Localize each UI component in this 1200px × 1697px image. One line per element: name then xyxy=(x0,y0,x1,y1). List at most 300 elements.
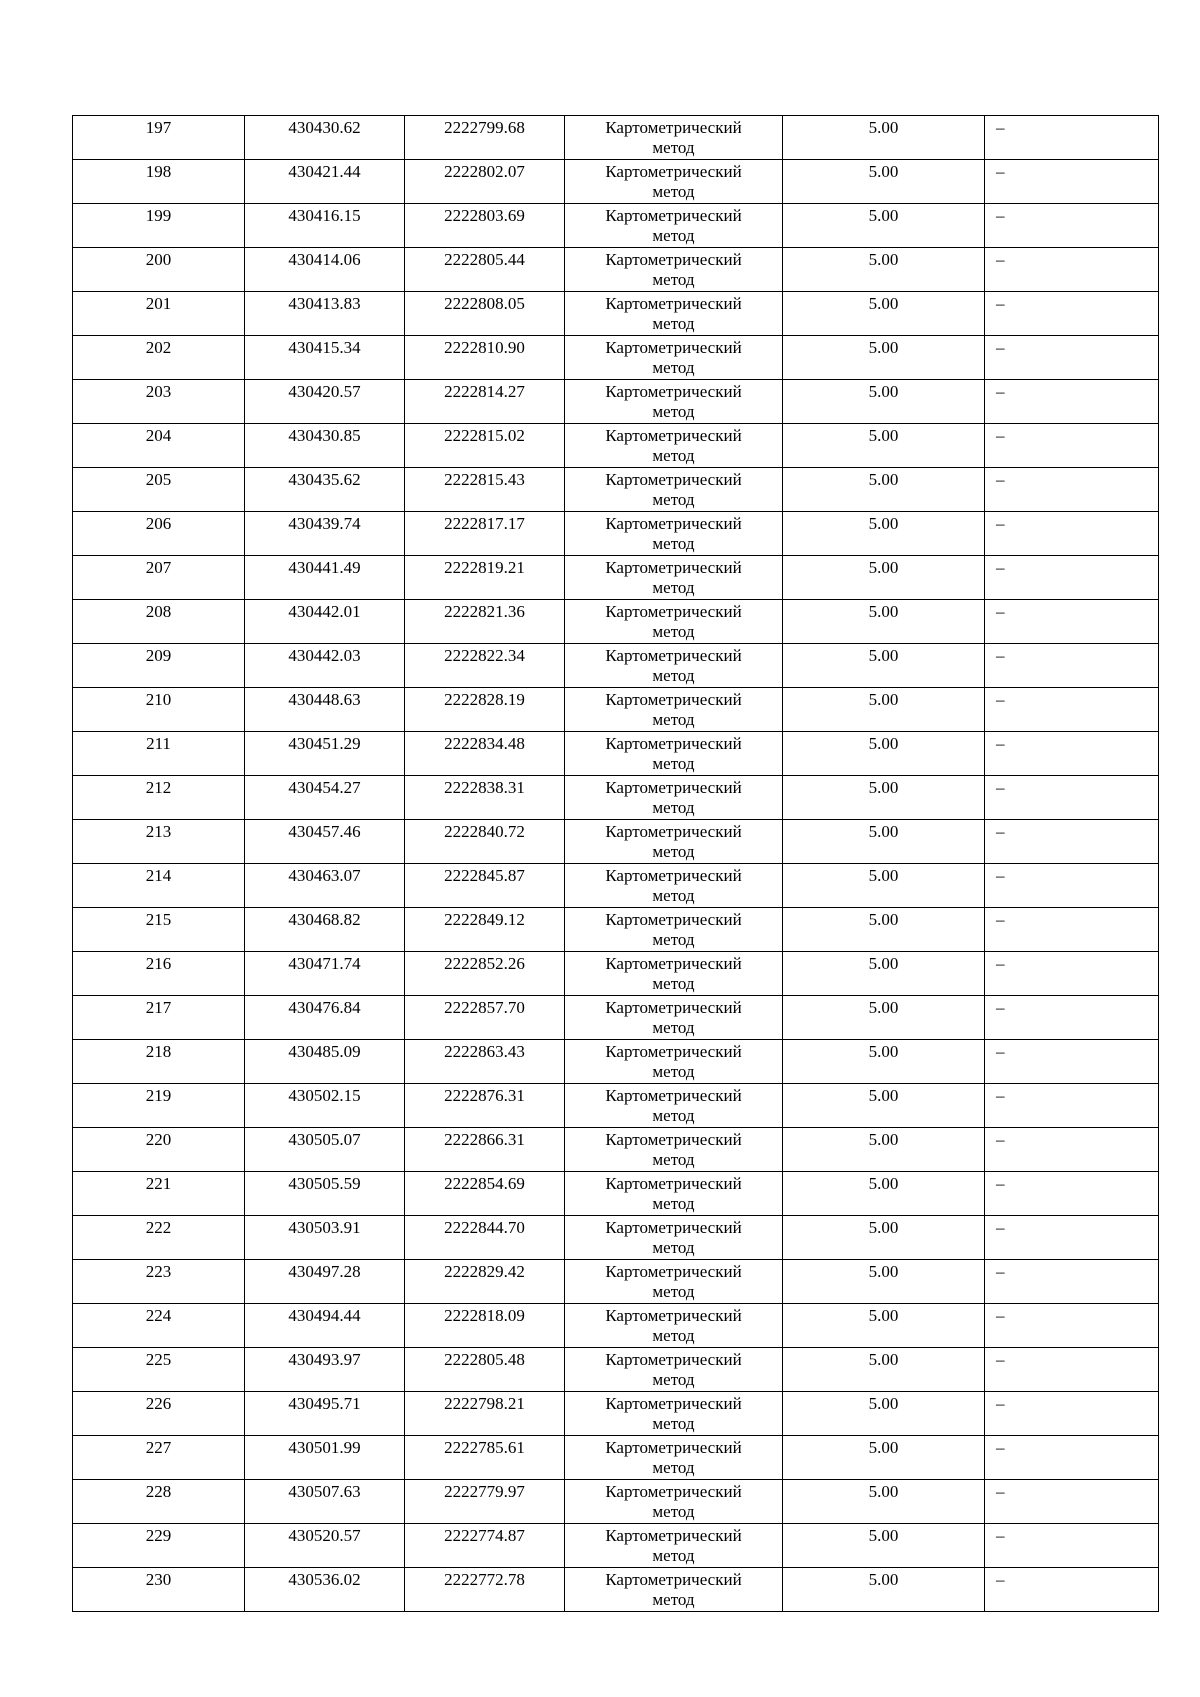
note-cell: – xyxy=(985,600,1159,644)
table-row xyxy=(73,1304,1159,1348)
y-coordinate-cell: 2222838.31 xyxy=(405,776,565,820)
method-cell xyxy=(565,952,783,996)
x-coordinate-cell: 430497.28 xyxy=(245,1260,405,1304)
y-coordinate-cell: 2222818.09 xyxy=(405,1304,565,1348)
note-cell: – xyxy=(985,1172,1159,1216)
point-number-cell: 208 xyxy=(73,600,245,644)
accuracy-cell: 5.00 xyxy=(783,1348,985,1392)
method-line-2: метод xyxy=(652,1238,695,1257)
note-cell: – xyxy=(985,820,1159,864)
point-number-cell: 218 xyxy=(73,1040,245,1084)
table-row xyxy=(73,160,1159,204)
point-number-cell: 202 xyxy=(73,336,245,380)
accuracy-cell: 5.00 xyxy=(783,600,985,644)
x-coordinate-cell: 430520.57 xyxy=(245,1524,405,1568)
table-row xyxy=(73,908,1159,952)
method-line-1: Картометрический xyxy=(605,910,742,929)
note-cell: – xyxy=(985,1084,1159,1128)
method-cell xyxy=(565,248,783,292)
y-coordinate-cell: 2222814.27 xyxy=(405,380,565,424)
method-line-1: Картометрический xyxy=(605,250,742,269)
method-line-1: Картометрический xyxy=(605,162,742,181)
method-line-1: Картометрический xyxy=(605,206,742,225)
method-cell xyxy=(565,1084,783,1128)
y-coordinate-cell: 2222845.87 xyxy=(405,864,565,908)
note-cell: – xyxy=(985,336,1159,380)
method-cell xyxy=(565,644,783,688)
x-coordinate-cell: 430451.29 xyxy=(245,732,405,776)
note-cell: – xyxy=(985,424,1159,468)
note-cell: – xyxy=(985,908,1159,952)
method-line-2: метод xyxy=(652,930,695,949)
coordinates-table xyxy=(72,115,1159,1612)
y-coordinate-cell: 2222849.12 xyxy=(405,908,565,952)
accuracy-cell: 5.00 xyxy=(783,556,985,600)
table-row xyxy=(73,1480,1159,1524)
method-line-2: метод xyxy=(652,974,695,993)
x-coordinate-cell: 430502.15 xyxy=(245,1084,405,1128)
table-row xyxy=(73,1568,1159,1612)
x-coordinate-cell: 430414.06 xyxy=(245,248,405,292)
table-row xyxy=(73,1260,1159,1304)
method-line-1: Картометрический xyxy=(605,1438,742,1457)
method-line-1: Картометрический xyxy=(605,1306,742,1325)
method-line-1: Картометрический xyxy=(605,866,742,885)
note-cell: – xyxy=(985,776,1159,820)
y-coordinate-cell: 2222863.43 xyxy=(405,1040,565,1084)
x-coordinate-cell: 430415.34 xyxy=(245,336,405,380)
table-row xyxy=(73,512,1159,556)
table-row xyxy=(73,1524,1159,1568)
accuracy-cell: 5.00 xyxy=(783,1172,985,1216)
method-line-2: метод xyxy=(652,710,695,729)
table-row xyxy=(73,292,1159,336)
y-coordinate-cell: 2222815.02 xyxy=(405,424,565,468)
y-coordinate-cell: 2222854.69 xyxy=(405,1172,565,1216)
table-row xyxy=(73,1084,1159,1128)
method-line-1: Картометрический xyxy=(605,514,742,533)
method-cell xyxy=(565,204,783,248)
y-coordinate-cell: 2222808.05 xyxy=(405,292,565,336)
method-line-1: Картометрический xyxy=(605,1130,742,1149)
method-line-1: Картометрический xyxy=(605,1218,742,1237)
method-cell xyxy=(565,556,783,600)
method-cell xyxy=(565,908,783,952)
method-line-1: Картометрический xyxy=(605,954,742,973)
point-number-cell: 206 xyxy=(73,512,245,556)
point-number-cell: 212 xyxy=(73,776,245,820)
table-row xyxy=(73,1172,1159,1216)
point-number-cell: 214 xyxy=(73,864,245,908)
y-coordinate-cell: 2222817.17 xyxy=(405,512,565,556)
accuracy-cell: 5.00 xyxy=(783,820,985,864)
method-line-2: метод xyxy=(652,1326,695,1345)
table-row xyxy=(73,776,1159,820)
x-coordinate-cell: 430468.82 xyxy=(245,908,405,952)
method-cell xyxy=(565,688,783,732)
method-line-1: Картометрический xyxy=(605,822,742,841)
point-number-cell: 228 xyxy=(73,1480,245,1524)
method-line-1: Картометрический xyxy=(605,602,742,621)
point-number-cell: 217 xyxy=(73,996,245,1040)
method-line-2: метод xyxy=(652,270,695,289)
table-row xyxy=(73,468,1159,512)
point-number-cell: 220 xyxy=(73,1128,245,1172)
note-cell: – xyxy=(985,1128,1159,1172)
y-coordinate-cell: 2222785.61 xyxy=(405,1436,565,1480)
point-number-cell: 200 xyxy=(73,248,245,292)
x-coordinate-cell: 430507.63 xyxy=(245,1480,405,1524)
x-coordinate-cell: 430421.44 xyxy=(245,160,405,204)
method-cell xyxy=(565,1040,783,1084)
point-number-cell: 201 xyxy=(73,292,245,336)
x-coordinate-cell: 430505.59 xyxy=(245,1172,405,1216)
note-cell: – xyxy=(985,204,1159,248)
method-line-2: метод xyxy=(652,138,695,157)
method-line-2: метод xyxy=(652,1414,695,1433)
point-number-cell: 209 xyxy=(73,644,245,688)
x-coordinate-cell: 430505.07 xyxy=(245,1128,405,1172)
note-cell: – xyxy=(985,864,1159,908)
table-row xyxy=(73,116,1159,160)
accuracy-cell: 5.00 xyxy=(783,1128,985,1172)
method-cell xyxy=(565,1348,783,1392)
method-line-2: метод xyxy=(652,182,695,201)
accuracy-cell: 5.00 xyxy=(783,380,985,424)
method-line-2: метод xyxy=(652,578,695,597)
note-cell: – xyxy=(985,1480,1159,1524)
method-line-1: Картометрический xyxy=(605,1086,742,1105)
method-cell xyxy=(565,1216,783,1260)
point-number-cell: 225 xyxy=(73,1348,245,1392)
method-line-2: метод xyxy=(652,1546,695,1565)
note-cell: – xyxy=(985,1392,1159,1436)
y-coordinate-cell: 2222819.21 xyxy=(405,556,565,600)
y-coordinate-cell: 2222857.70 xyxy=(405,996,565,1040)
table-row xyxy=(73,1436,1159,1480)
table-row xyxy=(73,556,1159,600)
accuracy-cell: 5.00 xyxy=(783,1260,985,1304)
method-cell xyxy=(565,1260,783,1304)
accuracy-cell: 5.00 xyxy=(783,776,985,820)
x-coordinate-cell: 430471.74 xyxy=(245,952,405,996)
note-cell: – xyxy=(985,1524,1159,1568)
point-number-cell: 221 xyxy=(73,1172,245,1216)
table-row xyxy=(73,336,1159,380)
note-cell: – xyxy=(985,644,1159,688)
note-cell: – xyxy=(985,1216,1159,1260)
method-line-1: Картометрический xyxy=(605,1570,742,1589)
method-line-2: метод xyxy=(652,1590,695,1609)
x-coordinate-cell: 430420.57 xyxy=(245,380,405,424)
point-number-cell: 215 xyxy=(73,908,245,952)
y-coordinate-cell: 2222805.48 xyxy=(405,1348,565,1392)
x-coordinate-cell: 430476.84 xyxy=(245,996,405,1040)
method-line-2: метод xyxy=(652,402,695,421)
note-cell: – xyxy=(985,380,1159,424)
method-line-2: метод xyxy=(652,226,695,245)
method-cell xyxy=(565,512,783,556)
method-line-1: Картометрический xyxy=(605,778,742,797)
y-coordinate-cell: 2222866.31 xyxy=(405,1128,565,1172)
point-number-cell: 203 xyxy=(73,380,245,424)
note-cell: – xyxy=(985,1260,1159,1304)
table-row xyxy=(73,1216,1159,1260)
accuracy-cell: 5.00 xyxy=(783,292,985,336)
method-line-2: метод xyxy=(652,1018,695,1037)
method-line-1: Картометрический xyxy=(605,294,742,313)
x-coordinate-cell: 430439.74 xyxy=(245,512,405,556)
method-cell xyxy=(565,116,783,160)
accuracy-cell: 5.00 xyxy=(783,1392,985,1436)
note-cell: – xyxy=(985,468,1159,512)
x-coordinate-cell: 430413.83 xyxy=(245,292,405,336)
point-number-cell: 219 xyxy=(73,1084,245,1128)
method-line-2: метод xyxy=(652,886,695,905)
x-coordinate-cell: 430430.85 xyxy=(245,424,405,468)
method-line-2: метод xyxy=(652,1502,695,1521)
accuracy-cell: 5.00 xyxy=(783,1304,985,1348)
point-number-cell: 205 xyxy=(73,468,245,512)
method-line-1: Картометрический xyxy=(605,998,742,1017)
x-coordinate-cell: 430430.62 xyxy=(245,116,405,160)
note-cell: – xyxy=(985,292,1159,336)
y-coordinate-cell: 2222803.69 xyxy=(405,204,565,248)
method-line-2: метод xyxy=(652,358,695,377)
y-coordinate-cell: 2222772.78 xyxy=(405,1568,565,1612)
table-row xyxy=(73,732,1159,776)
method-cell xyxy=(565,1568,783,1612)
table-row xyxy=(73,820,1159,864)
accuracy-cell: 5.00 xyxy=(783,732,985,776)
x-coordinate-cell: 430457.46 xyxy=(245,820,405,864)
x-coordinate-cell: 430494.44 xyxy=(245,1304,405,1348)
accuracy-cell: 5.00 xyxy=(783,160,985,204)
note-cell: – xyxy=(985,688,1159,732)
point-number-cell: 204 xyxy=(73,424,245,468)
method-line-1: Картометрический xyxy=(605,1394,742,1413)
method-cell xyxy=(565,820,783,864)
note-cell: – xyxy=(985,116,1159,160)
coordinates-table-body xyxy=(73,116,1159,1612)
note-cell: – xyxy=(985,556,1159,600)
accuracy-cell: 5.00 xyxy=(783,996,985,1040)
table-row xyxy=(73,1128,1159,1172)
point-number-cell: 222 xyxy=(73,1216,245,1260)
point-number-cell: 224 xyxy=(73,1304,245,1348)
method-cell xyxy=(565,292,783,336)
point-number-cell: 223 xyxy=(73,1260,245,1304)
method-cell xyxy=(565,1480,783,1524)
accuracy-cell: 5.00 xyxy=(783,468,985,512)
table-row xyxy=(73,380,1159,424)
method-line-1: Картометрический xyxy=(605,470,742,489)
x-coordinate-cell: 430495.71 xyxy=(245,1392,405,1436)
method-line-2: метод xyxy=(652,534,695,553)
method-cell xyxy=(565,1128,783,1172)
accuracy-cell: 5.00 xyxy=(783,248,985,292)
method-line-2: метод xyxy=(652,1194,695,1213)
method-line-2: метод xyxy=(652,446,695,465)
point-number-cell: 226 xyxy=(73,1392,245,1436)
y-coordinate-cell: 2222799.68 xyxy=(405,116,565,160)
accuracy-cell: 5.00 xyxy=(783,1568,985,1612)
note-cell: – xyxy=(985,732,1159,776)
accuracy-cell: 5.00 xyxy=(783,1436,985,1480)
accuracy-cell: 5.00 xyxy=(783,1084,985,1128)
method-line-1: Картометрический xyxy=(605,690,742,709)
point-number-cell: 230 xyxy=(73,1568,245,1612)
accuracy-cell: 5.00 xyxy=(783,864,985,908)
method-line-2: метод xyxy=(652,490,695,509)
point-number-cell: 216 xyxy=(73,952,245,996)
method-line-1: Картометрический xyxy=(605,646,742,665)
x-coordinate-cell: 430435.62 xyxy=(245,468,405,512)
method-line-2: метод xyxy=(652,1062,695,1081)
method-line-2: метод xyxy=(652,1282,695,1301)
point-number-cell: 210 xyxy=(73,688,245,732)
x-coordinate-cell: 430501.99 xyxy=(245,1436,405,1480)
method-cell xyxy=(565,732,783,776)
note-cell: – xyxy=(985,1304,1159,1348)
method-line-1: Картометрический xyxy=(605,734,742,753)
x-coordinate-cell: 430536.02 xyxy=(245,1568,405,1612)
method-cell xyxy=(565,600,783,644)
method-cell xyxy=(565,336,783,380)
method-line-2: метод xyxy=(652,1150,695,1169)
note-cell: – xyxy=(985,1436,1159,1480)
table-row xyxy=(73,688,1159,732)
x-coordinate-cell: 430441.49 xyxy=(245,556,405,600)
x-coordinate-cell: 430493.97 xyxy=(245,1348,405,1392)
point-number-cell: 229 xyxy=(73,1524,245,1568)
y-coordinate-cell: 2222852.26 xyxy=(405,952,565,996)
point-number-cell: 213 xyxy=(73,820,245,864)
table-row xyxy=(73,248,1159,292)
method-line-1: Картометрический xyxy=(605,558,742,577)
method-cell xyxy=(565,776,783,820)
method-line-2: метод xyxy=(652,754,695,773)
table-row xyxy=(73,996,1159,1040)
x-coordinate-cell: 430442.03 xyxy=(245,644,405,688)
x-coordinate-cell: 430454.27 xyxy=(245,776,405,820)
method-cell xyxy=(565,468,783,512)
y-coordinate-cell: 2222822.34 xyxy=(405,644,565,688)
table-row xyxy=(73,1040,1159,1084)
x-coordinate-cell: 430463.07 xyxy=(245,864,405,908)
y-coordinate-cell: 2222779.97 xyxy=(405,1480,565,1524)
accuracy-cell: 5.00 xyxy=(783,424,985,468)
point-number-cell: 198 xyxy=(73,160,245,204)
y-coordinate-cell: 2222815.43 xyxy=(405,468,565,512)
y-coordinate-cell: 2222802.07 xyxy=(405,160,565,204)
y-coordinate-cell: 2222810.90 xyxy=(405,336,565,380)
point-number-cell: 211 xyxy=(73,732,245,776)
method-cell xyxy=(565,1304,783,1348)
method-line-1: Картометрический xyxy=(605,338,742,357)
x-coordinate-cell: 430416.15 xyxy=(245,204,405,248)
accuracy-cell: 5.00 xyxy=(783,952,985,996)
y-coordinate-cell: 2222876.31 xyxy=(405,1084,565,1128)
table-row xyxy=(73,1348,1159,1392)
x-coordinate-cell: 430503.91 xyxy=(245,1216,405,1260)
y-coordinate-cell: 2222829.42 xyxy=(405,1260,565,1304)
method-line-1: Картометрический xyxy=(605,118,742,137)
method-cell xyxy=(565,1172,783,1216)
method-cell xyxy=(565,380,783,424)
y-coordinate-cell: 2222774.87 xyxy=(405,1524,565,1568)
table-row xyxy=(73,204,1159,248)
point-number-cell: 197 xyxy=(73,116,245,160)
y-coordinate-cell: 2222844.70 xyxy=(405,1216,565,1260)
method-cell xyxy=(565,160,783,204)
accuracy-cell: 5.00 xyxy=(783,512,985,556)
accuracy-cell: 5.00 xyxy=(783,116,985,160)
method-line-2: метод xyxy=(652,798,695,817)
y-coordinate-cell: 2222840.72 xyxy=(405,820,565,864)
x-coordinate-cell: 430448.63 xyxy=(245,688,405,732)
method-cell xyxy=(565,1436,783,1480)
accuracy-cell: 5.00 xyxy=(783,644,985,688)
y-coordinate-cell: 2222821.36 xyxy=(405,600,565,644)
point-number-cell: 227 xyxy=(73,1436,245,1480)
method-line-2: метод xyxy=(652,314,695,333)
accuracy-cell: 5.00 xyxy=(783,1040,985,1084)
table-row xyxy=(73,644,1159,688)
note-cell: – xyxy=(985,952,1159,996)
note-cell: – xyxy=(985,1348,1159,1392)
table-row xyxy=(73,424,1159,468)
note-cell: – xyxy=(985,160,1159,204)
note-cell: – xyxy=(985,248,1159,292)
accuracy-cell: 5.00 xyxy=(783,1524,985,1568)
method-line-1: Картометрический xyxy=(605,1350,742,1369)
y-coordinate-cell: 2222805.44 xyxy=(405,248,565,292)
method-line-1: Картометрический xyxy=(605,1526,742,1545)
method-line-1: Картометрический xyxy=(605,1482,742,1501)
table-row xyxy=(73,864,1159,908)
point-number-cell: 199 xyxy=(73,204,245,248)
method-line-1: Картометрический xyxy=(605,1262,742,1281)
method-line-2: метод xyxy=(652,1106,695,1125)
accuracy-cell: 5.00 xyxy=(783,1480,985,1524)
y-coordinate-cell: 2222834.48 xyxy=(405,732,565,776)
table-row xyxy=(73,1392,1159,1436)
accuracy-cell: 5.00 xyxy=(783,336,985,380)
accuracy-cell: 5.00 xyxy=(783,908,985,952)
method-line-1: Картометрический xyxy=(605,1042,742,1061)
method-line-2: метод xyxy=(652,1370,695,1389)
y-coordinate-cell: 2222828.19 xyxy=(405,688,565,732)
method-line-2: метод xyxy=(652,1458,695,1477)
note-cell: – xyxy=(985,512,1159,556)
note-cell: – xyxy=(985,1568,1159,1612)
method-cell xyxy=(565,864,783,908)
y-coordinate-cell: 2222798.21 xyxy=(405,1392,565,1436)
method-line-2: метод xyxy=(652,622,695,641)
x-coordinate-cell: 430442.01 xyxy=(245,600,405,644)
accuracy-cell: 5.00 xyxy=(783,688,985,732)
x-coordinate-cell: 430485.09 xyxy=(245,1040,405,1084)
note-cell: – xyxy=(985,1040,1159,1084)
method-cell xyxy=(565,1392,783,1436)
point-number-cell: 207 xyxy=(73,556,245,600)
method-line-1: Картометрический xyxy=(605,1174,742,1193)
method-line-2: метод xyxy=(652,842,695,861)
method-line-1: Картометрический xyxy=(605,426,742,445)
method-line-2: метод xyxy=(652,666,695,685)
accuracy-cell: 5.00 xyxy=(783,204,985,248)
